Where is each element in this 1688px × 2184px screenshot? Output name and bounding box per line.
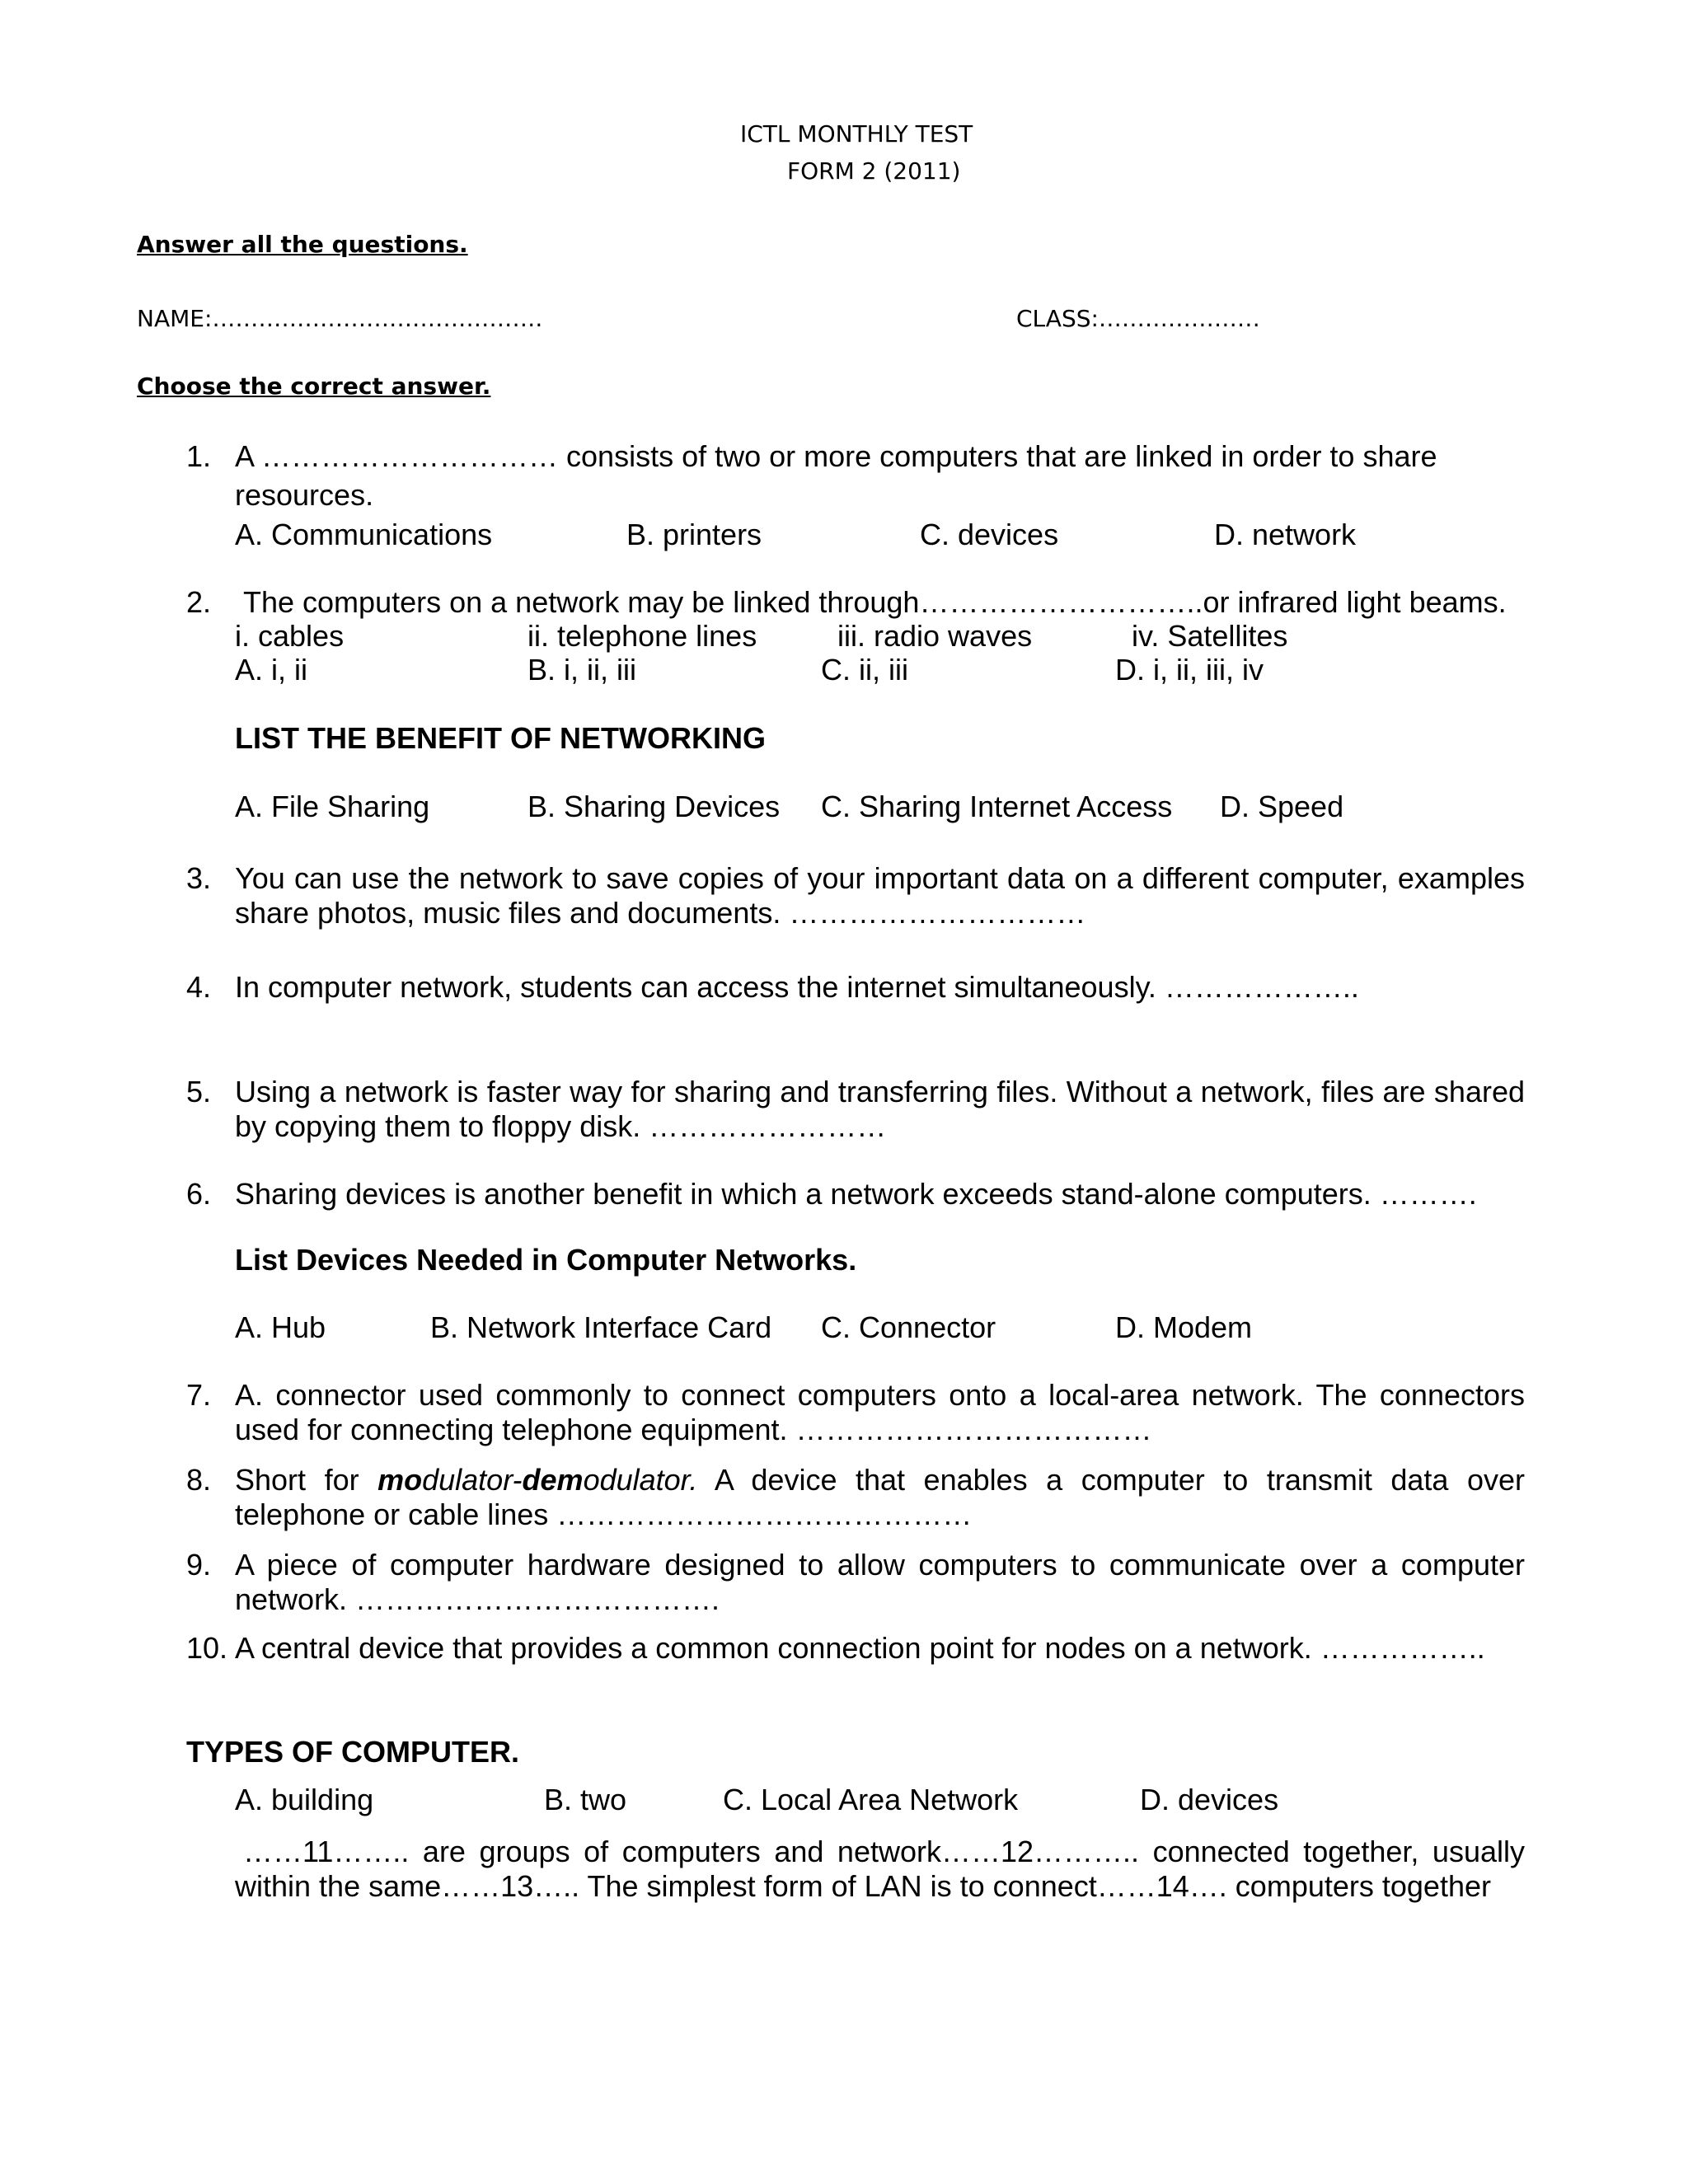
q1-option-c: C. devices: [920, 518, 1059, 551]
question-number: 4.: [186, 970, 212, 1004]
question-4-text: In computer network, students can access the internet simultaneously. ………………..: [235, 970, 1359, 1004]
question-1-line-2: resources.: [235, 478, 374, 512]
question-2-text: The computers on a network may be linked through………………………..or infrared light beams.: [243, 585, 1507, 619]
question-number: 1.: [186, 439, 212, 473]
question-number: 7.: [186, 1378, 212, 1412]
q1-option-b: B. printers: [626, 518, 762, 551]
general-instruction: Answer all the questions.: [137, 231, 468, 258]
question-10-text: A central device that provides a common connection point for nodes on a network. ……………..: [235, 1631, 1485, 1665]
q8-bold-2: dem: [522, 1463, 584, 1497]
device-option-a: A. Hub: [235, 1310, 326, 1344]
question-3-text: You can use the network to save copies of your important data on a different computer, examples share photos, music files and documents. …………………………: [235, 861, 1525, 930]
types-option-b: B. two: [544, 1783, 627, 1816]
question-number: 3.: [186, 861, 212, 895]
q2-option-c: C. ii, iii: [821, 653, 908, 687]
test-subtitle: FORM 2 (2011): [787, 157, 961, 185]
question-8-text: [235, 1463, 1525, 1532]
devices-heading: List Devices Needed in Computer Networks.: [235, 1243, 857, 1277]
device-option-c: C. Connector: [821, 1310, 996, 1344]
class-field: CLASS:…………………: [1016, 305, 1260, 332]
q1-option-d: D. network: [1214, 518, 1357, 551]
q2-item-iv: iv. Satellites: [1132, 619, 1288, 653]
types-heading: TYPES OF COMPUTER.: [186, 1735, 520, 1769]
types-option-a: A. building: [235, 1783, 374, 1816]
question-9-text: A piece of computer hardware designed to allow computers to communicate over a computer network. ……………………………….: [235, 1548, 1525, 1616]
question-number: 5.: [186, 1075, 212, 1108]
q2-option-a: A. i, ii: [235, 653, 308, 687]
q2-item-i: i. cables: [235, 619, 345, 653]
q2-option-d: D. i, ii, iii, iv: [1115, 653, 1264, 687]
question-7-text: A. connector used commonly to connect computers onto a local-area network. The connectors used for connecting telephone equipment. ………………………………: [235, 1378, 1525, 1446]
q2-item-ii: ii. telephone lines: [528, 619, 757, 653]
question-number: 9.: [186, 1548, 212, 1582]
q1-option-a: A. Communications: [235, 518, 493, 551]
q2-item-iii: iii. radio waves: [837, 619, 1033, 653]
q8-post: A device that enables a computer to transmit data over telephone or cable lines ……………………………………: [235, 1463, 1525, 1531]
question-number: 6.: [186, 1177, 212, 1211]
benefit-option-b: B. Sharing Devices: [528, 790, 781, 823]
q8-bold-1: mo: [377, 1463, 423, 1497]
question-number: 10.: [186, 1631, 228, 1665]
section-instruction: Choose the correct answer.: [137, 373, 491, 400]
question-6-text: Sharing devices is another benefit in which a network exceeds stand-alone computers. ……….: [235, 1177, 1477, 1211]
question-number: 2.: [186, 585, 212, 619]
benefit-option-c: C. Sharing Internet Access: [821, 790, 1173, 823]
question-number: 8.: [186, 1463, 212, 1497]
question-1-line-1: A ………………………… consists of two or more computers that are linked in order to share: [235, 439, 1437, 473]
benefits-heading: LIST THE BENEFIT OF NETWORKING: [235, 721, 766, 755]
benefit-option-a: A. File Sharing: [235, 790, 430, 823]
name-field: NAME:…………………………………….: [137, 305, 543, 332]
question-5-text: Using a network is faster way for sharing and transferring files. Without a network, files are shared by copying them to floppy disk. ……………………: [235, 1075, 1525, 1143]
q8-pre: Short for: [235, 1463, 378, 1497]
q8-italic-2: odulator.: [583, 1463, 698, 1497]
device-option-d: D. Modem: [1115, 1310, 1253, 1344]
q2-option-b: B. i, ii, iii: [528, 653, 637, 687]
types-option-c: C. Local Area Network: [723, 1783, 1019, 1816]
test-title: ICTL MONTHLY TEST: [740, 120, 973, 148]
types-option-d: D. devices: [1140, 1783, 1279, 1816]
q8-italic-1: dulator-: [422, 1463, 523, 1497]
device-option-b: B. Network Interface Card: [430, 1310, 772, 1344]
types-paragraph: ……11…….. are groups of computers and network……12……….. connected together, usually within the same……13….. The simplest form of LAN is to connect……14…. computers together: [235, 1835, 1525, 1903]
benefit-option-d: D. Speed: [1220, 790, 1344, 823]
